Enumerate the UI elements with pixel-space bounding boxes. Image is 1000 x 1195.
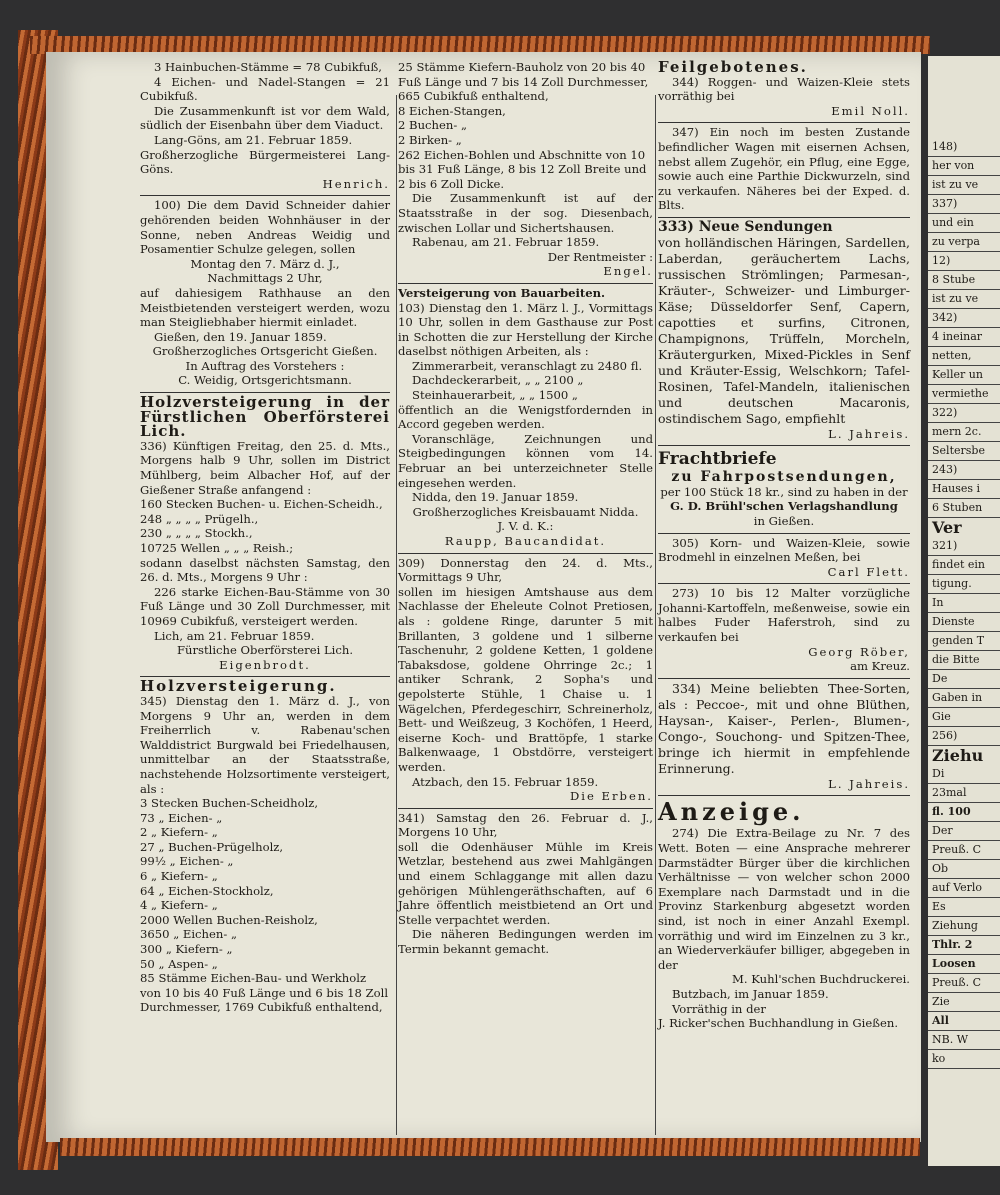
wood-list bbox=[140, 497, 390, 555]
list-item: 2000 Wellen Buchen-Reisholz, bbox=[140, 912, 318, 927]
notice-estate-auction-atzbach: 309) Donnerstag den 24. d. Mts., Vormittags 9 Uhr, sollen im hiesigen Amtshause aus dem Nachlasse der Eheleute Colnot Pretiosen, als : goldene Ringe, darunter 5 mit Brillanten, 3 goldene und 1 silberne Taschenuhr, 2 goldene Ketten, 1 goldene Tabaksdose, goldene Ohrringe 2c.; 1 antiker Schrank, 2 Sopha's und gepolsterte Stühle, 1 Chaise u. 1 Wägelchen, Pferdegeschirr, Schreinerholz, Bett- und Weißzeug, 3 Kochöfen, 1 Heerd, eiserne Koch- und Brattöpfe, 1 starke Balkenwaage, 1 Obstdörre, versteigert werden. Atzbach, den 15. Februar 1859. Die Erben. bbox=[398, 554, 653, 809]
ad-potatoes: 273) 10 bis 12 Malter vorzügliche Johanni-Kartoffeln, meßenweise, sowie ein halbes Fuder Haferstroh, sind zu verkaufen bei Georg Röber, am Kreuz. bbox=[658, 584, 910, 679]
signature: L. Jahreis. bbox=[828, 776, 910, 791]
list-item: 8 Eichen-Stangen, bbox=[398, 103, 506, 118]
notice-heading: Holzversteigerung. bbox=[140, 677, 337, 696]
ad-freight-bills: Frachtbriefe zu Fahrpostsendungen, per 100 Stück 18 kr., sind zu haben in der G. D. Brühl'schen Verlagshandlung in Gießen. bbox=[658, 446, 910, 533]
notice-wood-auction-lich: Holzversteigerung in der Fürstlichen Oberförsterei Lich. 336) Künftigen Freitag, den 25. d. Mts., Morgens halb 9 Uhr, sollen im District Mühlberg, beim Albacher Hof, auf der Gießener Straße anfangend : 160 Stecken Buchen- u. Eichen-Scheidh., 248 „ „ „ „ Prügelh., 230 „ „ „ „ Stockh., 10725 Wellen „ „ „ Reish.; sodann daselbst nächsten Samstag, den 26. d. Mts., Morgens 9 Uhr : 226 starke Eichen-Bau-Stämme von 30 Fuß Länge und 30 Zoll Durchmesser, mit 10969 Cubikfuß, versteigert werden. Lich, am 21. Februar 1859. Fürstliche Oberförsterei Lich. Eigenbrodt. bbox=[140, 393, 390, 677]
notice-house-auction-giessen: 100) Die dem David Schneider dahier gehörenden beiden Wohnhäuser in der Sonne, neben Andreas Weidig und Posamentier Schulze gelegen, sollen Montag den 7. März d. J., Nachmittags 2 Uhr, auf dahiesigem Rathhause an den Meistbietenden versteigert werden, wozu man Steigliebhaber hiermit einladet. Gießen, den 19. Januar 1859. Großherzogliches Ortsgericht Gießen. In Auftrag des Vorstehers : C. Weidig, Ortsgerichtsmann. bbox=[140, 196, 390, 393]
list-item: Zimmerarbeit, veranschlagt zu 2480 fl. bbox=[412, 358, 643, 373]
list-item: Steinhauerarbeit, „ „ 1500 „ bbox=[412, 388, 578, 403]
ad-announcement: Anzeige. 274) Die Extra-Beilage zu Nr. 7 des Wett. Boten — eine Ansprache mehrerer Darmstädter Bürger über die kirchlichen Verhältnisse — von welcher schon 2000 Exemplare nach Darmstadt und in die Provinz Starkenburg abgesetzt worden sind, ist noch in einer Anzahl Exempl. vorräthig und wird im Einzelnen zu 3 kr., an Wiederverkäufer billiger, abgegeben in der M. Kuhl'schen Buchdruckerei. Butzbach, im Januar 1859. Vorräthig in der J. Ricker'schen Buchhandlung in Gießen. bbox=[658, 797, 910, 1031]
ad-wagon: 347) Ein noch im besten Zustande befindlicher Wagen mit eisernen Achsen, nebst allem Zugehör, ein Pflug, eine Egge, sowie auch eine Parthie Dickwurzeln, sind zu verkaufen. Näheres bei der Exped. d. Blts. bbox=[658, 123, 910, 218]
notice-wood-sale-lang-goens: 3 Hainbuchen-Stämme = 78 Cubikfuß, 4 Eichen- und Nadel-Stangen = 21 Cubikfuß. Die Zusammenkunft ist vor dem Wald, südlich der Eisenbahn über dem Viaduct. Lang-Göns, am 21. Februar 1859. Großherzogliche Bürgermeisterei Lang-Göns. Henrich. bbox=[140, 58, 390, 196]
list-item: 6 „ Kiefern- „ bbox=[140, 869, 218, 884]
section-for-sale: Feilgebotenes. 344) Roggen- und Waizen-Kleie stets vorräthig bei Emil Noll. bbox=[658, 58, 910, 123]
list-item: 160 Stecken Buchen- u. Eichen-Scheidh., bbox=[140, 497, 383, 512]
ad-tea: 334) Meine beliebten Thee-Sorten, als : Peccoe-, mit und ohne Blüthen, Haysan-, Kaiser-, Perlen-, Blumen-, Congo-, Souchong- und Spitzen-Thee, bringe ich hiermit in empfehlende Erinnerung. L. Jahreis. bbox=[658, 679, 910, 797]
list-item: 3650 „ Eichen- „ bbox=[140, 927, 237, 942]
list-item: 2 Birken- „ bbox=[398, 132, 462, 147]
next-page-edge: 148) her von ist zu ve 337) und ein zu verpa 12) 8 Stube ist zu ve 342) 4 ineinar netten, Keller un vermiethe 322) mern 2c. Seltersbe 243) Hauses i 6 Stuben Ver 321) findet ein tigung. In Dienste genden T die Bitte De Gaben in Gie 256) Ziehu Di 23mal fl. 100 Der Preuß. C Ob auf Verlo Es Ziehung Thlr. 2 Loosen Preuß. C Zie All NB. W ko bbox=[928, 56, 1000, 1166]
list-item: 2 Buchen- „ bbox=[398, 118, 467, 133]
column-rule bbox=[655, 95, 656, 1135]
column-rule bbox=[396, 95, 397, 1135]
section-heading: Feilgebotenes. bbox=[658, 58, 808, 76]
works-list bbox=[398, 359, 653, 403]
notice-wood-auction-rabenau: Holzversteigerung. 345) Dienstag den 1. März d. J., von Morgens 9 Uhr an, werden in dem Freiherrlich v. Rabenau'schen Walddistrict Burgwald bei Friedelhausen, unmittelbar an der Staatsstraße, nachstehende Holzsortimente versteigert, als : 3 Stecken Buchen-Scheidholz, 73 „ Eichen- „ 2 „ Kiefern- „ 27 „ Buchen-Prügelholz, 99½ „ Eichen- „ 6 „ Kiefern- „ 64 „ Eichen-Stockholz, 4 „ Kiefern- „ 2000 Wellen Buchen-Reisholz, 3650 „ Eichen- „ 300 „ Kiefern- „ 50 „ Aspen- „ 85 Stämme Eichen-Bau- und Werkholz von 10 bis 40 Fuß Länge und 6 bis 18 Zoll Durchmesser, 1769 Cubikfuß enthaltend, bbox=[140, 677, 390, 1015]
wood-list bbox=[398, 60, 653, 191]
column-2 bbox=[398, 58, 653, 961]
ad-bran: 305) Korn- und Waizen-Kleie, sowie Brodmehl in einzelnen Meßen, bei Carl Flett. bbox=[658, 534, 910, 585]
list-item: 85 Stämme Eichen-Bau- und Werkholz von 10 bis 40 Fuß Länge und 6 bis 18 Zoll Durchmesser, 1769 Cubikfuß enthaltend, bbox=[140, 971, 389, 1015]
list-item: 50 „ Aspen- „ bbox=[140, 956, 218, 971]
list-item: 248 „ „ „ „ Prügelh., bbox=[140, 511, 259, 526]
list-item: 27 „ Buchen-Prügelholz, bbox=[140, 839, 284, 854]
list-item: 64 „ Eichen-Stockholz, bbox=[140, 883, 274, 898]
signature: Henrich. bbox=[322, 176, 390, 191]
signature: Georg Röber, bbox=[808, 644, 910, 659]
signature: Die Erben. bbox=[570, 789, 653, 804]
notice-heading: Holzversteigerung in der Fürstlichen Oberförsterei Lich. bbox=[140, 393, 390, 441]
list-item: 3 Stecken Buchen-Scheidholz, bbox=[140, 796, 319, 811]
wood-list bbox=[140, 796, 390, 1015]
list-item: 4 „ Kiefern- „ bbox=[140, 898, 218, 913]
signature: L. Jahreis. bbox=[828, 426, 910, 441]
list-item: 230 „ „ „ „ Stockh., bbox=[140, 526, 253, 541]
list-item: 99½ „ Eichen- „ bbox=[140, 854, 234, 869]
notice-mill-lease: 341) Samstag den 26. Februar d. J., Morgens 10 Uhr, soll die Odenhäuser Mühle im Kreis Wetzlar, bestehend aus zwei Mahlgängen und einem Schlaggange mit allen dazu gehörigen Mühlengeräthschaften, auf 6 Jahre öffentlich meistbietend an Ort und Stelle verpachtet werden. Die näheren Bedingungen werden im Termin bekannt gemacht. bbox=[398, 810, 653, 957]
list-item: 25 Stämme Kiefern-Bauholz von 20 bis 40 Fuß Länge und 7 bis 14 Zoll Durchmesser, 665 Cubikfuß enthaltend, bbox=[398, 60, 649, 104]
signature: Carl Flett. bbox=[827, 564, 910, 579]
column-3 bbox=[658, 58, 910, 1035]
signature: Engel. bbox=[603, 264, 653, 279]
signature: Raupp, Baucandidat. bbox=[444, 534, 607, 548]
list-item: Dachdeckerarbeit, „ „ 2100 „ bbox=[412, 373, 584, 388]
list-item: 2 „ Kiefern- „ bbox=[140, 825, 218, 840]
list-item: 300 „ Kiefern- „ bbox=[140, 942, 233, 957]
column-1 bbox=[140, 58, 390, 1019]
signature: Eigenbrodt. bbox=[219, 657, 311, 672]
notice-wood-continuation: 25 Stämme Kiefern-Bauholz von 20 bis 40 Fuß Länge und 7 bis 14 Zoll Durchmesser, 665 Cubikfuß enthaltend, 8 Eichen-Stangen, 2 Buchen- „ 2 Birken- „ 262 Eichen-Bohlen und Abschnitte von 10 bis 31 Fuß Länge, 8 bis 12 Zoll Breite und 2 bis 6 Zoll Dicke. Die Zusammenkunft ist auf der Staatsstraße in der sog. Diesenbach, zwischen Lollar und Sichertshausen. Rabenau, am 21. Februar 1859. Der Rentmeister : Engel. bbox=[398, 58, 653, 284]
notice-construction-works: Versteigerung von Bauarbeiten. 103) Dienstag den 1. März l. J., Vormittags 10 Uhr, sollen in dem Gasthause zur Post in Schotten die zur Herstellung der Kirche daselbst nöthigen Arbeiten, als : Zimmerarbeit, veranschlagt zu 2480 fl. Dachdeckerarbeit, „ „ 2100 „ Steinhauerarbeit, „ „ 1500 „ öffentlich an die Wenigstfordernden in Accord gegeben werden. Voranschläge, Zeichnungen und Steigbedingungen können vom 14. Februar an bei unterzeichneter Stelle eingesehen werden. Nidda, den 19. Januar 1859. Großherzogliches Kreisbauamt Nidda. J. V. d. K.: Raupp, Baucandidat. bbox=[398, 284, 653, 554]
list-item: 10725 Wellen „ „ „ Reish.; bbox=[140, 541, 294, 555]
section-heading: Anzeige. bbox=[658, 797, 805, 827]
signature: Emil Noll. bbox=[831, 103, 910, 118]
signature: C. Weidig, Ortsgerichtsmann. bbox=[178, 373, 352, 388]
list-item: 262 Eichen-Bohlen und Abschnitte von 10 bis 31 Fuß Länge, 8 bis 12 Zoll Breite und 2 bis 6 Zoll Dicke. bbox=[398, 147, 647, 191]
ad-new-shipments: 333) Neue Sendungen von holländischen Häringen, Sardellen, Laberdan, geräuchertem Lachs, russischen Strömlingen; Parmesan-, Kräuter-, Schweizer- und Limburger-Käse; Düsseldorfer Senf, Capern, capotties et surfins, Citronen, Champignons, Trüffeln, Morcheln, Kräutergurken, Mixed-Pickles in Senf und Kräuter-Essig, Welschkorn; Tafel-Rosinen, Tafel-Mandeln, italienischen und deutschen Macaronis, ostindischem Sago, empfiehlt L. Jahreis. bbox=[658, 218, 910, 446]
binding-bottom-edge bbox=[60, 1138, 920, 1156]
notice-heading: Versteigerung von Bauarbeiten. bbox=[398, 285, 606, 300]
list-item: 73 „ Eichen- „ bbox=[140, 810, 223, 825]
